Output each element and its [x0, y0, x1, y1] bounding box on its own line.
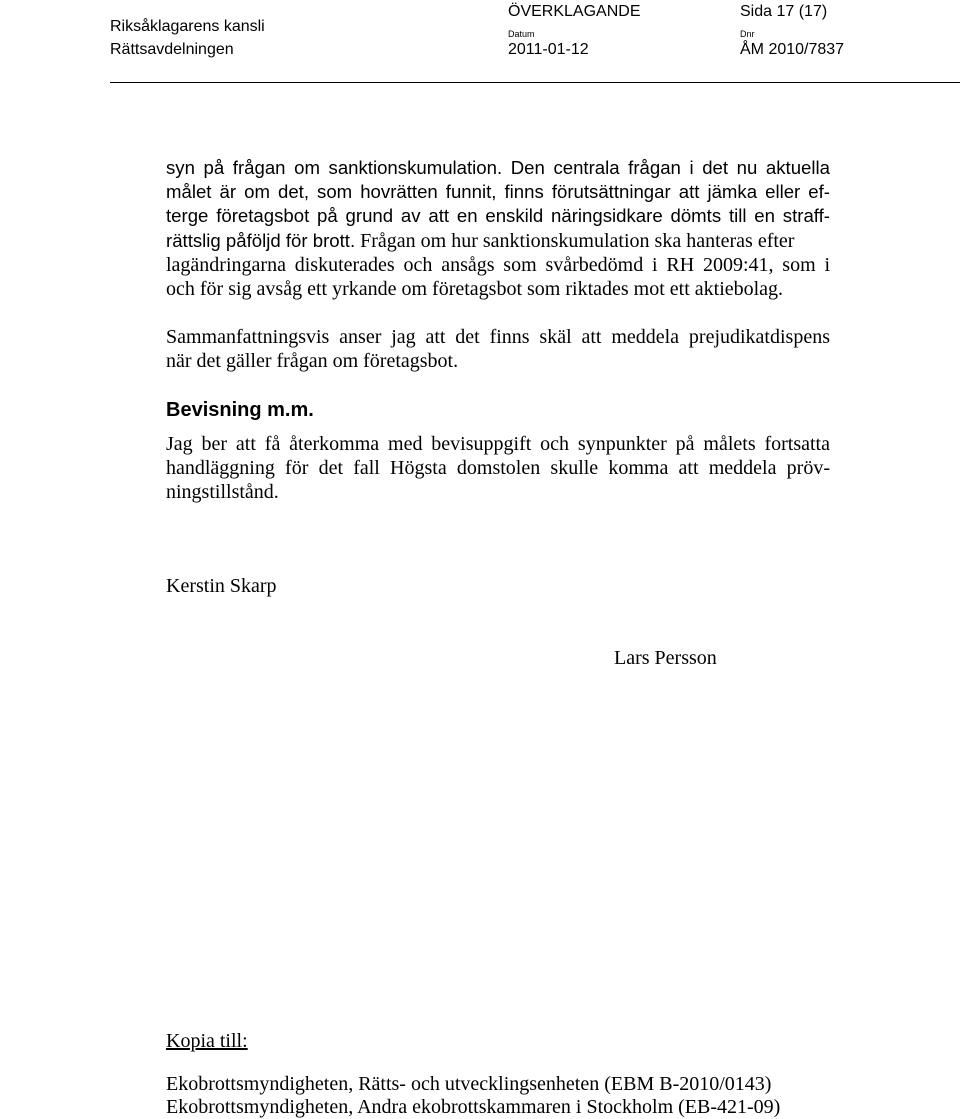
text-segment: Frågan om hur sanktionskumulation ska hanteras efter: [355, 229, 795, 252]
header-date: 2011-01-12: [508, 41, 589, 58]
text-line: Sammanfattningsvis anser jag att det finns skäl att meddela prejudikatdispens: [166, 326, 830, 348]
text-line: målet är om det, som hovrätten funnit, finns förutsättningar att jämka eller ef-: [166, 181, 830, 203]
text-line: och för sig avsåg ett yrkande om företagsbot som riktades mot ett aktiebolag.: [166, 278, 784, 301]
header-dnr: ÅM 2010/7837: [740, 41, 845, 58]
header-doc-type: ÖVERKLAGANDE: [508, 3, 641, 20]
paragraph-sanction-cumulation: [166, 156, 830, 301]
text-line: ningstillstånd.: [166, 481, 279, 504]
text-line: lagändringarna diskuterades och ansågs som svårbedömd i RH 2009:41, som i: [166, 253, 830, 276]
header-page-number: Sida 17 (17): [740, 3, 828, 20]
signature-first: Kerstin Skarp: [166, 575, 277, 597]
paragraph-summary: [166, 325, 830, 373]
signature-second: Lars Persson: [614, 647, 717, 669]
header-org: Riksåklagarens kansli: [110, 18, 265, 35]
text-line: Jag ber att få återkomma med bevisuppgift och synpunkter på målets fortsatta: [166, 433, 830, 455]
copy-recipient: Ekobrottsmyndigheten, Andra ekobrottskammaren i Stockholm (EB-421-09): [166, 1096, 781, 1118]
header-divider: [110, 82, 960, 83]
text-segment: rättslig påföljd för brott.: [166, 229, 356, 251]
text-line: terge företagsbot på grund av att en enskild näringsidkare dömts till en straff-: [166, 205, 830, 227]
text-line: när det gäller frågan om företagsbot.: [166, 350, 459, 373]
copy-recipient: Ekobrottsmyndigheten, Rätts- och utvecklingsenheten (EBM B-2010/0143): [166, 1073, 772, 1095]
text-line: syn på frågan om sanktionskumulation. Den centrala frågan i det nu aktuella: [166, 157, 830, 178]
header-date-label: Datum: [508, 29, 535, 39]
paragraph-evidence: [166, 432, 830, 505]
header-dept: Rättsavdelningen: [110, 41, 234, 58]
copy-label: Kopia till:: [166, 1030, 248, 1052]
text-line: handläggning för det fall Högsta domstolen skulle komma att meddela pröv-: [166, 457, 830, 480]
section-heading: Bevisning m.m.: [166, 399, 314, 421]
header-dnr-label: Dnr: [740, 29, 755, 39]
text-line-mixed: [166, 229, 830, 253]
